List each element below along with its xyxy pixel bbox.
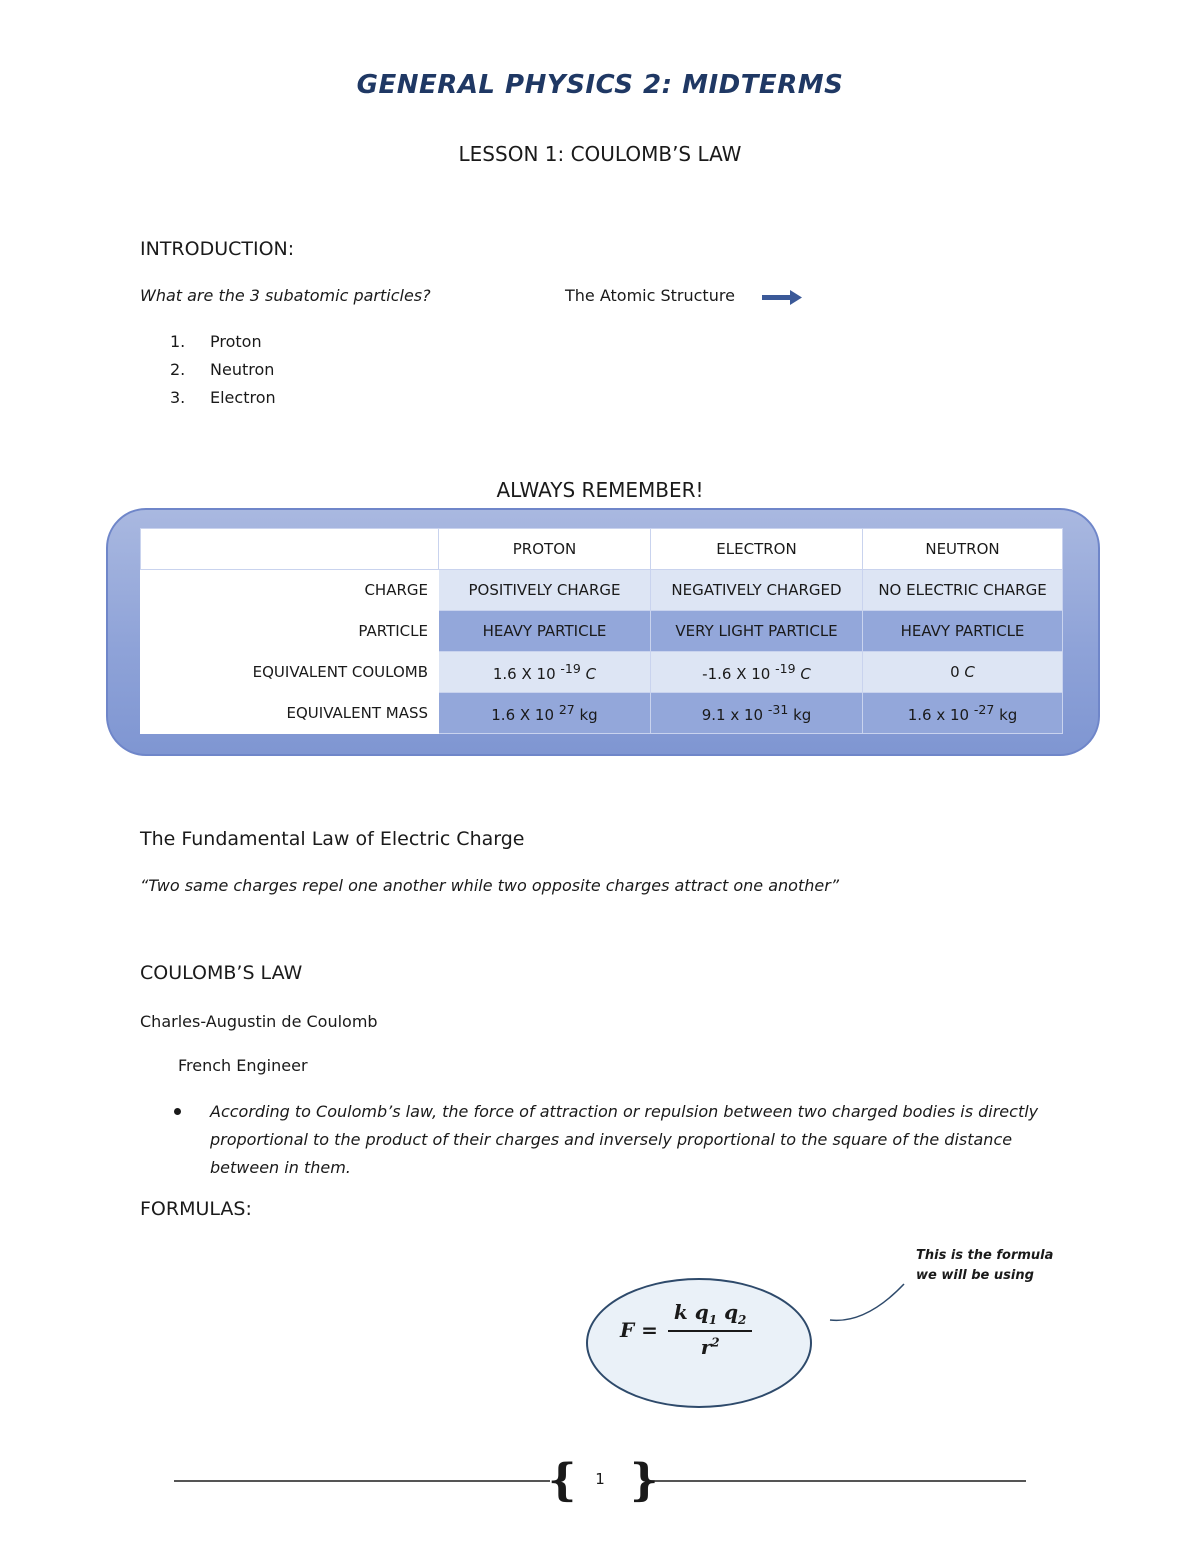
- lesson-title: LESSON 1: COULOMB’S LAW: [458, 142, 742, 166]
- table-cell: NEGATIVELY CHARGED: [651, 570, 863, 611]
- table-cell: HEAVY PARTICLE: [863, 611, 1063, 652]
- left-brace-icon: {: [548, 1455, 577, 1506]
- subatomic-question: What are the 3 subatomic particles?: [140, 286, 431, 305]
- list-item: 1. Proton: [170, 332, 262, 351]
- coulombs-law-definition: According to Coulomb’s law, the force of attraction or repulsion between two charged bodies is directly proportional to the product of their charges and inversely proportional to the square of the distance between in them.: [210, 1102, 1039, 1177]
- atomic-structure-label: The Atomic Structure: [565, 286, 735, 305]
- row-label-charge: CHARGE: [141, 570, 439, 611]
- table-cell: 1.6 X 10 $^{-19}$ C: [439, 652, 651, 693]
- footer-rule-left: [174, 1480, 550, 1482]
- callout-leader-line: [826, 1278, 916, 1328]
- fundamental-law-quote: “Two same charges repel one another while two opposite charges attract one another”: [140, 876, 840, 895]
- table-row: [141, 652, 1063, 693]
- right-arrow-icon: [760, 288, 804, 308]
- table-cell: POSITIVELY CHARGE: [439, 570, 651, 611]
- footer-rule-right: [650, 1480, 1026, 1482]
- bullet-icon: [174, 1108, 181, 1115]
- fundamental-law-heading: The Fundamental Law of Electric Charge: [140, 828, 525, 850]
- column-header-proton: PROTON: [439, 529, 651, 570]
- table-cell: 9.1 x 10 $^{-31}$ kg: [651, 693, 863, 734]
- right-brace-icon: }: [630, 1455, 659, 1506]
- table-cell: HEAVY PARTICLE: [439, 611, 651, 652]
- table-cell: VERY LIGHT PARTICLE: [651, 611, 863, 652]
- table-cell: NO ELECTRIC CHARGE: [863, 570, 1063, 611]
- table-header-row: [141, 529, 1063, 570]
- coulombs-law-heading: COULOMB’S LAW: [140, 962, 303, 984]
- document-title: GENERAL PHYSICS 2: MIDTERMS: [356, 70, 844, 100]
- formula-numerator: k $q_1$ $q_2$: [673, 1300, 747, 1327]
- column-header-electron: ELECTRON: [651, 529, 863, 570]
- list-item: 3. Electron: [170, 388, 276, 407]
- table-row: [141, 693, 1063, 734]
- table-cell: 0 C: [863, 652, 1063, 693]
- formula-lhs: F =: [620, 1317, 658, 1342]
- always-remember-heading: ALWAYS REMEMBER!: [496, 478, 704, 502]
- formulas-heading: FORMULAS:: [140, 1198, 252, 1220]
- row-label-equivalent-coulomb: EQUIVALENT COULOMB: [141, 652, 439, 693]
- table-corner-cell: [141, 529, 439, 570]
- table-cell: 1.6 x 10 $^{-27}$ kg: [863, 693, 1063, 734]
- formula-fraction: [668, 1300, 752, 1359]
- particle-properties-table: [140, 528, 1063, 734]
- coulomb-formula: [620, 1300, 752, 1359]
- row-label-equivalent-mass: EQUIVALENT MASS: [141, 693, 439, 734]
- scientist-occupation: French Engineer: [178, 1056, 308, 1075]
- table-cell: -1.6 X 10 $^{-19}$ C: [651, 652, 863, 693]
- introduction-heading: INTRODUCTION:: [140, 238, 295, 260]
- fraction-bar: [668, 1330, 752, 1332]
- formula-denominator: $r^2$: [700, 1335, 720, 1359]
- scientist-name: Charles-Augustin de Coulomb: [140, 1012, 378, 1031]
- particle-list: [170, 328, 276, 412]
- list-item: 2. Neutron: [170, 360, 275, 379]
- formula-callout: This is the formula we will be using: [916, 1248, 1054, 1283]
- table-row: [141, 611, 1063, 652]
- row-label-particle: PARTICLE: [141, 611, 439, 652]
- column-header-neutron: NEUTRON: [863, 529, 1063, 570]
- table-row: [141, 570, 1063, 611]
- table-cell: 1.6 X 10 $^{27}$ kg: [439, 693, 651, 734]
- page-number: 1: [595, 1470, 605, 1488]
